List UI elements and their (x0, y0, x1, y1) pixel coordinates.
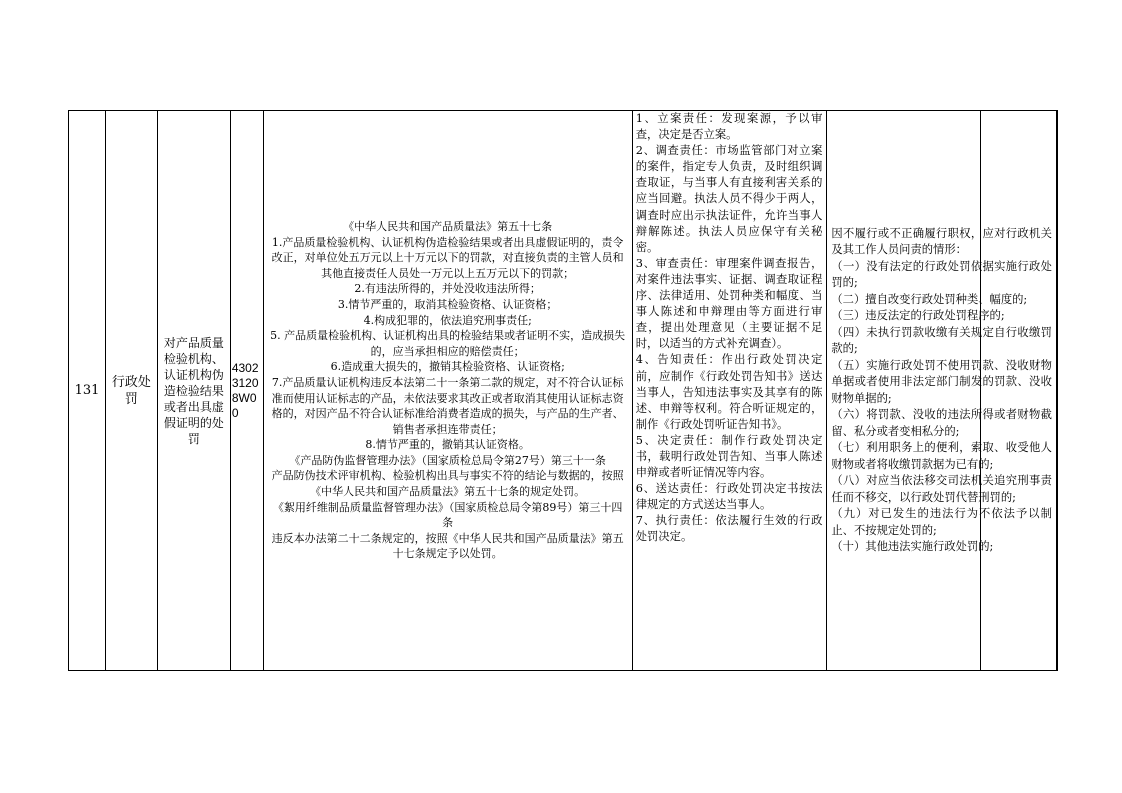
accountability-item: （六）将罚款、没收的违法所得或者财物截留、私分或者变相私分的; (831, 408, 1052, 438)
responsibility-item: 3、审查责任：审理案件调查报告，对案件违法事实、证据、调查取证程序、法律适用、处罚种类和幅度、当事人陈述和申辩理由等方面进行审查，提出处理意见（主要证据不足时，以适当的方式补充调查）。 (635, 256, 823, 351)
accountability-cases (827, 111, 1057, 671)
item-code: 43023120 8W00 (230, 111, 263, 671)
accountability-item: （一）没有法定的行政处罚依据实施行政处罚的; (831, 259, 1052, 289)
accountability-item: （三）违反法定的行政处罚程序的; (831, 309, 1005, 322)
basis-line: 产品防伪技术评审机构、检验机构出具与事实不符的结论与数据的，按照《中华人民共和国产品质量法》第五十七条的规定处罚。 (271, 469, 624, 499)
responsibility-item: 6、送达责任：行政处罚决定书按法律规定的方式送达当事人。 (635, 482, 823, 512)
basis-line: 《絮用纤维制品质量监督管理办法》（国家质检总局令第89号）第三十四条 (272, 500, 623, 530)
basis-line: 1.产品质量检验机构、认证机构伪造检验结果或者出具虚假证明的，责令改正，对单位处五万元以上十万元以下的罚款，对直接负责的主管人员和其他直接责任人员处一万元以上五万元以下的罚款； (271, 235, 624, 280)
responsibility-items (632, 111, 827, 671)
responsibility-item: 2、调查责任：市场监管部门对立案的案件，指定专人负责，及时组织调查取证，与当事人有直接利害关系的应当回避。执法人员不得少于两人，调查时应出示执法证件，允许当事人辩解陈述。执法人员应保守有关秘密。 (635, 144, 823, 254)
accountability-item: （二）擅自改变行政处罚种类、幅度的; (831, 292, 1028, 306)
accountability-item: 因不履行或不正确履行职权，应对行政机关及其工作人员问责的情形： (831, 226, 1052, 256)
responsibility-item: 5、决定责任：制作行政处罚决定书，载明行政处罚告知、当事人陈述申辩或者听证情况等内容。 (635, 433, 823, 480)
accountability-item: （七）利用职务上的便利，索取、收受他人财物或者将收缴罚款据为已有的; (831, 441, 1052, 471)
accountability-item: （五）实施行政处罚不使用罚款、没收财物单据或者使用非法定部门制发的罚款、没收财物单据的; (831, 358, 1052, 405)
remark-cell (1056, 111, 1057, 671)
basis-line: 4.构成犯罪的，依法追究刑事责任; (363, 313, 532, 327)
basis-line: 8.情节严重的，撤销其认证资格。 (365, 438, 530, 452)
accountability-item: （九）对已发生的违法行为不依法予以制止、不按规定处罚的; (831, 507, 1052, 537)
accountability-item: （四）未执行罚款收缴有关规定自行收缴罚款的; (831, 325, 1052, 355)
row-number: 131 (69, 111, 106, 671)
responsibility-item: 1、立案责任：发现案源，予以审查，决定是否立案。 (635, 112, 823, 142)
power-list-table (68, 110, 1058, 671)
item-name: 对产品质量检验机构、认证机构伪造检验结果或者出具虚假证明的处罚 (157, 111, 230, 671)
basis-line: 违反本办法第二十二条规定的，按照《中华人民共和国产品质量法》第五十七条规定予以处罚。 (271, 531, 624, 561)
accountability-item: （八）对应当依法移交司法机关追究刑事责任而不移交，以行政处罚代替刑罚的; (831, 474, 1052, 504)
basis-line: 5. 产品质量检验机构、认证机构出具的检验结果或者证明不实，造成损失的，应当承担相应的赔偿责任； (270, 329, 626, 358)
basis-line: 《中华人民共和国产品质量法》第五十七条 (343, 219, 553, 233)
responsibility-item: 4、告知责任：作出行政处罚决定前，应制作《行政处罚告知书》送达当事人，告知违法事实及其享有的陈述、申辩等权利。符合听证规定的，制作《行政处罚听证告知书》。 (635, 353, 823, 431)
basis-line: 3.情节严重的，取消其检验资格、认证资格； (337, 297, 558, 311)
basis-line: 7.产品质量认证机构违反本法第二十一条第二款的规定，对不符合认证标准而使用认证标志的产品，未依法要求其改正或者取消其使用认证标志资格的，对因产品不符合认证标准给消费者造成的损失，与产品的生产者、销售者承担连带责任； (271, 375, 624, 436)
responsibility-item: 7、执行责任：依法履行生效的行政处罚决定。 (635, 514, 823, 544)
table-row (69, 111, 1058, 671)
column-divider (980, 110, 981, 671)
power-type: 行政处罚 (106, 111, 158, 671)
basis-line: 《产品防伪监督管理办法》（国家质检总局令第27号）第三十一条 (289, 453, 606, 467)
accountability-item: （十）其他违法实施行政处罚的; (831, 540, 994, 553)
basis-line: 2.有违法所得的，并处没收违法所得； (354, 282, 541, 296)
legal-basis (263, 111, 632, 671)
basis-line: 6.造成重大损失的，撤销其检验资格、认证资格; (330, 360, 565, 374)
